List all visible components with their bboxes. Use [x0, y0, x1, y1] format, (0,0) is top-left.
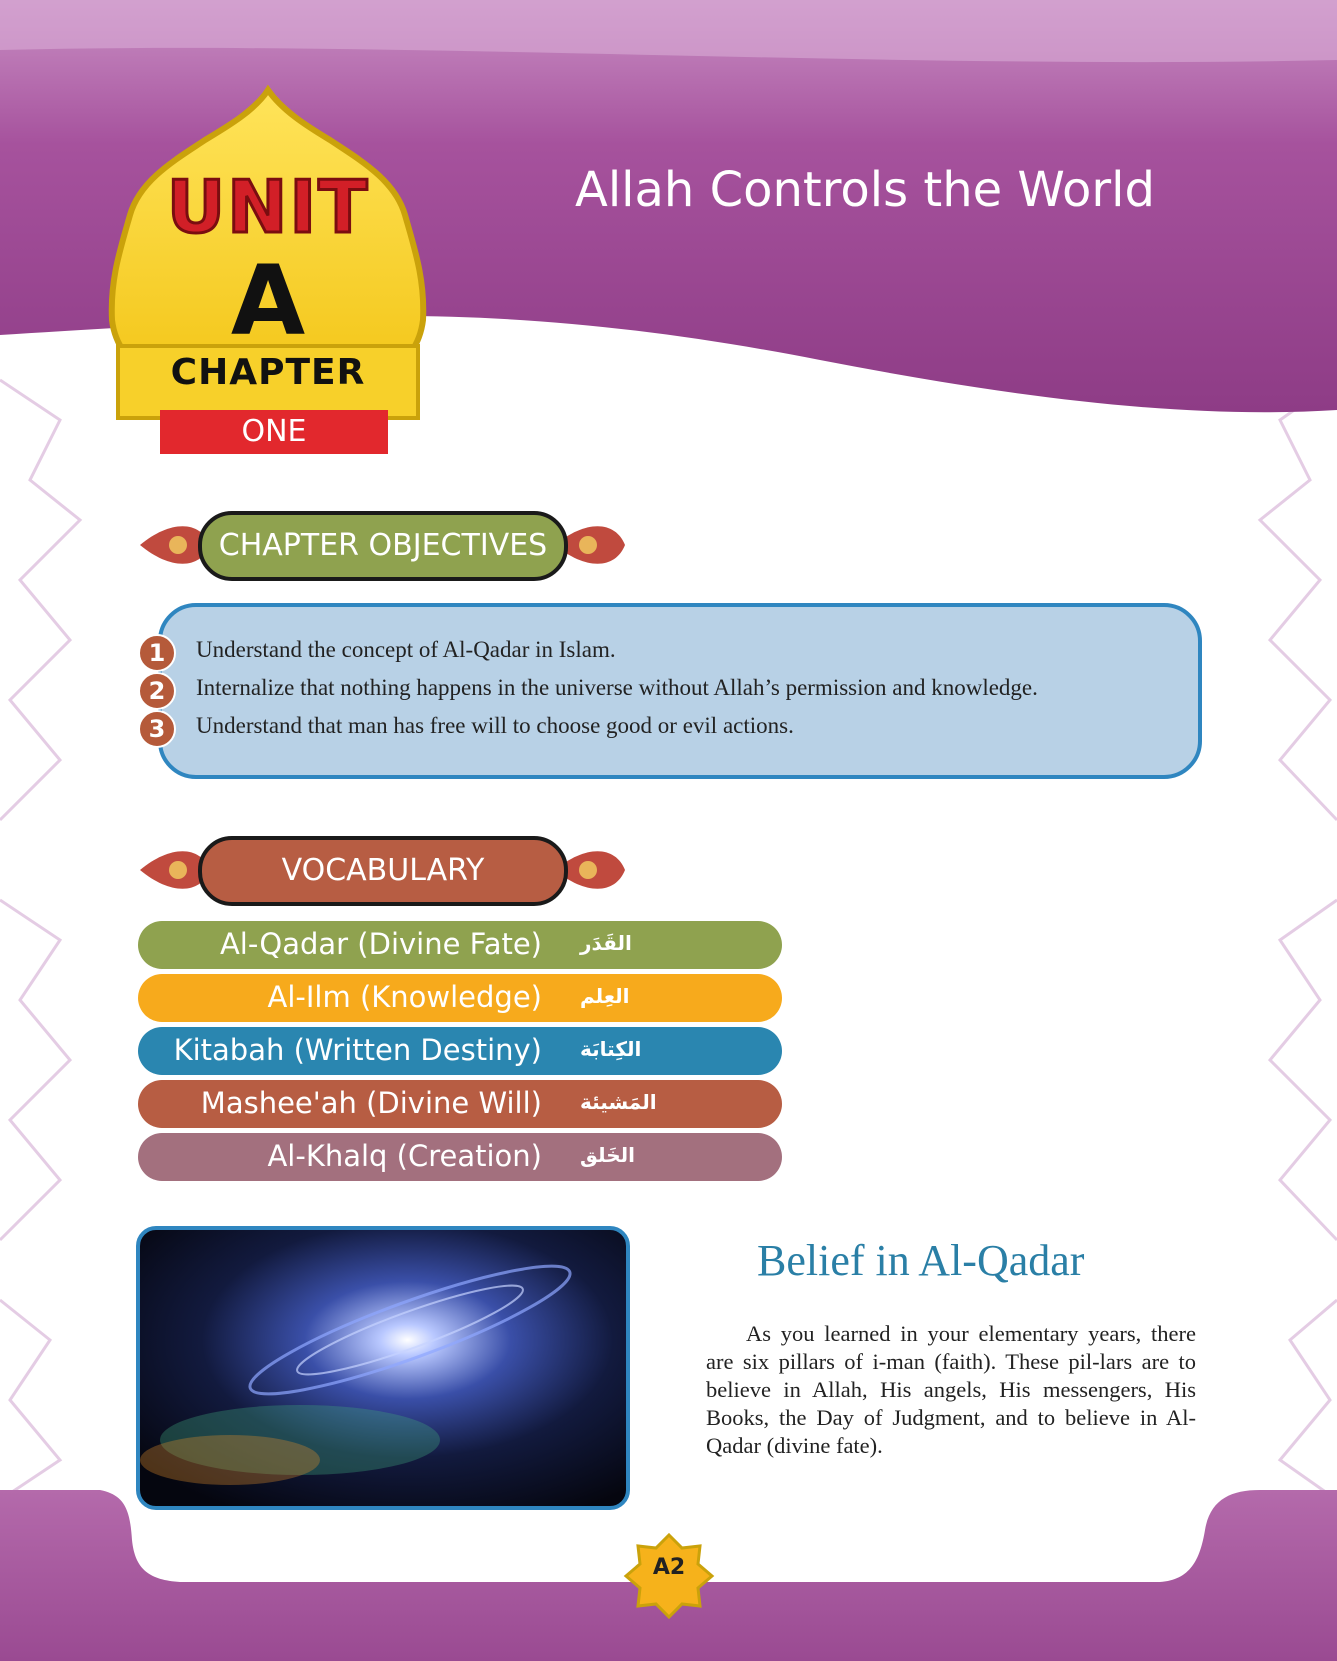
objective-item-1: Understand the concept of Al-Qadar in Islam. — [196, 637, 616, 662]
objective-number-2: 2 — [138, 672, 176, 710]
galaxy-image — [138, 1228, 628, 1508]
page-number: A2 — [652, 1555, 686, 1580]
vocab-term: Al-Khalq (Creation) — [267, 1139, 542, 1173]
unit-label: UNIT — [166, 165, 370, 249]
vocab-item — [138, 921, 782, 969]
vocab-term: Kitabah (Written Destiny) — [173, 1033, 542, 1067]
vocab-arabic: العِلم — [580, 984, 630, 1008]
vocab-item — [138, 1133, 782, 1181]
vocab-arabic: المَشيئة — [580, 1090, 657, 1114]
vocab-item — [138, 974, 782, 1022]
vocab-term: Mashee'ah (Divine Will) — [200, 1086, 542, 1120]
chapter-number: ONE — [160, 410, 388, 454]
chapter-label: CHAPTER — [170, 352, 366, 393]
objectives-label: CHAPTER OBJECTIVES — [198, 511, 568, 581]
vocab-item — [138, 1027, 782, 1075]
vocab-arabic: القَدَر — [580, 931, 632, 955]
vocab-term: Al-Qadar (Divine Fate) — [219, 927, 542, 961]
unit-letter: A — [230, 245, 306, 357]
vocab-item — [138, 1080, 782, 1128]
objective-number-3: 3 — [138, 710, 176, 748]
section-paragraph: As you learned in your elementary years, there are six pillars of i-man (faith). These pil-lars are to believe in Allah, His angels, His messengers, His Books, the Day of Judgment, and to believe in Al-Qadar (divine fate). — [706, 1321, 1196, 1458]
section-heading: Belief in Al-Qadar — [757, 1236, 1085, 1285]
objective-number-1: 1 — [138, 634, 176, 672]
page-title: Allah Controls the World — [575, 162, 1155, 218]
objective-item-2: Internalize that nothing happens in the universe without Allah’s permission and knowledge. — [196, 675, 1038, 700]
vocab-term: Al-Ilm (Knowledge) — [267, 980, 542, 1014]
vocabulary-label: VOCABULARY — [198, 836, 568, 906]
vocab-arabic: الكِتابَة — [580, 1037, 642, 1061]
objective-item-3: Understand that man has free will to choose good or evil actions. — [196, 713, 794, 738]
vocab-arabic: الخَلق — [580, 1143, 635, 1167]
